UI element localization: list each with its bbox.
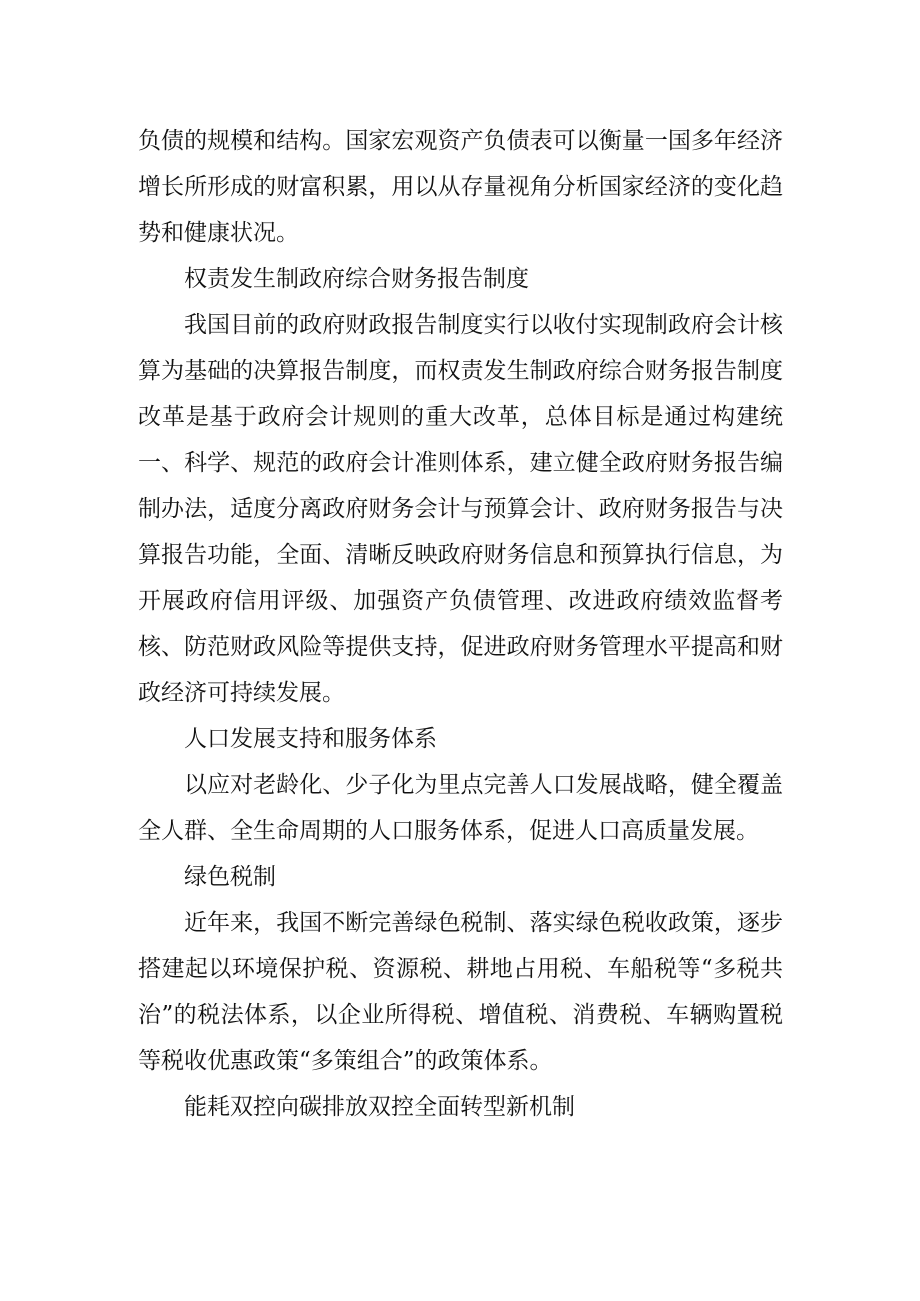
paragraph-population-service-system: 以应对老龄化、少子化为里点完善人口发展战略，健全覆盖全人群、全生命周期的人口服务体系，促进人口高质量发展。	[138, 772, 783, 844]
paragraph-green-tax-system: 近年来，我国不断完善绿色税制、落实绿色税收政策，逐步搭建起以环境保护税、资源税、耕地占用税、车船税等“多税共治”的税法体系，以企业所得税、增值税、消费税、车辆购置税等税收优惠政策“多策组合”的政策体系。	[138, 910, 783, 1074]
heading-carbon-dual-control: 能耗双控向碳排放双控全面转型新机制	[184, 1094, 575, 1120]
paragraph-accrual-financial-report: 我国目前的政府财政报告制度实行以收付实现制政府会计核算为基础的决算报告制度，而权责发生制政府综合财务报告制度改革是基于政府会计规则的重大改革，总体目标是通过构建统一、科学、规范的政府会计准则体系，建立健全政府财务报告编制办法，适度分离政府财务会计与预算会计、政府财务报告与决算报告功能，全面、清晰反映政府财务信息和预算执行信息，为开展政府信用评级、加强资产负债管理、改进政府绩效监督考核、防范财政风险等提供支持，促进政府财务管理水平提高和财政经济可持续发展。	[138, 312, 783, 706]
heading-green-tax-system: 绿色税制	[184, 864, 276, 890]
document-page	[138, 118, 783, 1130]
heading-population-service-system: 人口发展支持和服务体系	[184, 726, 437, 752]
paragraph-balance-sheet-continued: 负债的规模和结构。国家宏观资产负债表可以衡量一国多年经济增长所形成的财富积累，用以从存量视角分析国家经济的变化趋势和健康状况。	[138, 128, 783, 246]
heading-accrual-financial-report: 权责发生制政府综合财务报告制度	[184, 266, 529, 292]
